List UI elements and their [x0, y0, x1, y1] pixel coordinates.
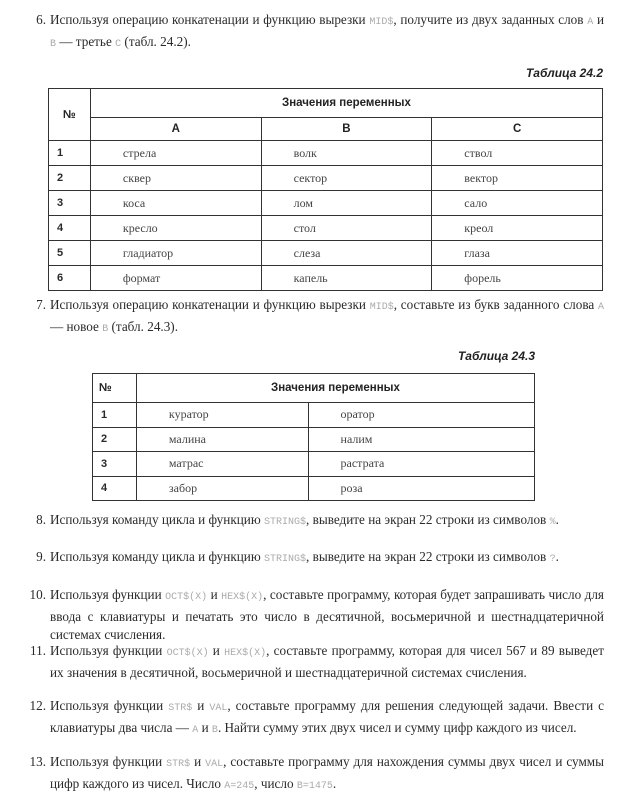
table-row — [49, 241, 603, 266]
cell: коса — [90, 191, 261, 216]
cell: роза — [308, 476, 534, 501]
item-number: 6. — [36, 12, 46, 27]
item-number: 10. — [29, 587, 46, 602]
cell: гладиатор — [90, 241, 261, 266]
row-number: 6 — [49, 266, 91, 291]
table-row — [93, 452, 535, 477]
table-row — [93, 476, 535, 501]
item-6 — [36, 11, 604, 54]
text-segment: , составьте из букв заданного слова — [393, 297, 598, 312]
cell: малина — [136, 427, 308, 452]
code-token: OCT$(X) — [166, 648, 209, 659]
item-number: 13. — [29, 754, 46, 769]
code-token: STRING$ — [264, 517, 307, 528]
code-token: MID$ — [369, 17, 394, 28]
item-number: 7. — [36, 297, 46, 312]
table-row — [93, 427, 535, 452]
row-number: 3 — [49, 191, 91, 216]
row-number: 2 — [49, 166, 91, 191]
text-segment: , число — [254, 775, 297, 791]
text-segment: . Найти сумму этих двух чисел и сумму цифр каждого из чисел. — [217, 719, 577, 735]
text-segment: Используя функции — [50, 698, 169, 713]
text-segment: Используя функции — [50, 754, 167, 769]
row-number: 3 — [93, 452, 137, 477]
text-segment: . — [555, 512, 559, 527]
text-segment: (табл. 24.3). — [108, 318, 178, 334]
code-token: ? — [549, 554, 556, 565]
row-number: 5 — [49, 241, 91, 266]
code-token: % — [549, 517, 556, 528]
item-number: 9. — [36, 549, 46, 564]
text-segment: и — [207, 587, 222, 602]
cell: куратор — [136, 403, 308, 428]
text-segment: Используя функции — [50, 643, 167, 658]
item-number: 12. — [29, 698, 46, 713]
code-token: STRING$ — [264, 554, 307, 565]
code-token: B — [211, 724, 218, 736]
code-token: HEX$(X) — [224, 648, 267, 659]
cell: волк — [261, 141, 432, 166]
cell: слеза — [261, 241, 432, 266]
cell: вектор — [432, 166, 603, 191]
code-token: VAL — [209, 703, 228, 714]
text-segment: — третье — [56, 33, 116, 49]
cell: сало — [432, 191, 603, 216]
text-segment: , составьте программу для нахождения суммы двух чисел и суммы цифр каждого из чисел. Число — [50, 754, 604, 791]
table-row — [49, 191, 603, 216]
text-segment: и — [593, 12, 604, 27]
text-segment: (табл. 24.2). — [121, 33, 191, 49]
cell: налим — [308, 427, 534, 452]
cell: оратор — [308, 403, 534, 428]
table-24-3-caption: Таблица 24.3 — [457, 349, 535, 363]
item-11 — [30, 642, 604, 682]
cell: матрас — [136, 452, 308, 477]
table-24-2-caption: Таблица 24.2 — [525, 66, 603, 80]
table-24-3 — [92, 373, 535, 501]
text-segment: — новое — [50, 318, 103, 334]
item-12 — [29, 697, 604, 740]
text-segment: , составьте программу, которая будет запрашивать число для ввода с клавиатуры и печатать это число в десятичной, восьмеричной и шестнадцатеричной системах счисления. — [50, 587, 604, 643]
text-segment: и — [192, 698, 210, 713]
text-segment: . — [555, 549, 559, 564]
cell: креол — [432, 216, 603, 241]
cell: растрата — [308, 452, 534, 477]
code-token: C — [115, 38, 122, 50]
text-segment: и — [208, 643, 225, 658]
cell: форель — [432, 266, 603, 291]
text-segment: Используя команду цикла и функцию — [50, 549, 264, 564]
col-header-no: № — [93, 374, 137, 403]
text-segment: , составьте программу, которая для чисел 567 и 89 выведет их значения в десятичной, восьмеричной и шестнадцатеричной системах счисления. — [50, 643, 604, 680]
row-number: 1 — [49, 141, 91, 166]
group-header: Значения переменных — [136, 374, 534, 403]
text-segment: и — [198, 719, 212, 735]
table-24-2 — [48, 88, 603, 291]
item-number: 11. — [30, 643, 46, 658]
code-token: STR$ — [168, 703, 193, 714]
table-row — [49, 266, 603, 291]
text-segment: , получите из двух заданных слов — [393, 12, 588, 27]
row-number: 2 — [93, 427, 137, 452]
table-row — [93, 403, 535, 428]
item-9 — [36, 548, 604, 570]
code-token: A=245 — [224, 780, 255, 792]
item-10 — [29, 586, 604, 645]
text-segment: . — [332, 775, 337, 791]
text-segment: , выведите на экран 22 строки из символов — [306, 512, 550, 527]
col-header-no: № — [49, 89, 91, 141]
code-token: HEX$(X) — [221, 592, 264, 603]
code-token: OCT$(X) — [165, 592, 208, 603]
item-number: 8. — [36, 512, 46, 527]
cell: стол — [261, 216, 432, 241]
code-token: A — [192, 724, 199, 736]
cell: сектор — [261, 166, 432, 191]
table-row — [49, 141, 603, 166]
row-number: 4 — [93, 476, 137, 501]
code-token: STR$ — [166, 759, 191, 770]
text-segment: Используя функции — [50, 587, 166, 602]
item-7 — [36, 296, 604, 339]
code-token: B — [102, 323, 109, 335]
cell: ствол — [432, 141, 603, 166]
text-segment: Используя операцию конкатенации и функцию вырезки — [50, 12, 370, 27]
text-segment: и — [190, 754, 206, 769]
cell: кресло — [90, 216, 261, 241]
cell: глаза — [432, 241, 603, 266]
code-token: A — [587, 17, 594, 28]
col-header-a: A — [90, 118, 261, 141]
code-token: A — [597, 302, 604, 313]
text-segment: Используя операцию конкатенации и функцию вырезки — [50, 297, 370, 312]
text-segment: , составьте программу для решения следующей задачи. Ввести с клавиатуры два числа — — [50, 698, 604, 735]
cell: стрела — [90, 141, 261, 166]
item-13 — [29, 753, 604, 796]
code-token: B — [50, 38, 57, 50]
text-segment: Используя команду цикла и функцию — [50, 512, 264, 527]
cell: капель — [261, 266, 432, 291]
cell: сквер — [90, 166, 261, 191]
table-row — [49, 216, 603, 241]
group-header: Значения переменных — [90, 89, 602, 118]
item-8 — [36, 511, 604, 533]
col-header-b: B — [261, 118, 432, 141]
table-row — [49, 166, 603, 191]
cell: забор — [136, 476, 308, 501]
code-token: B=1475 — [296, 780, 333, 792]
code-token: VAL — [205, 759, 224, 770]
row-number: 4 — [49, 216, 91, 241]
row-number: 1 — [93, 403, 137, 428]
cell: формат — [90, 266, 261, 291]
text-segment: , выведите на экран 22 строки из символов — [306, 549, 550, 564]
col-header-c: C — [432, 118, 603, 141]
cell: лом — [261, 191, 432, 216]
code-token: MID$ — [369, 302, 394, 313]
